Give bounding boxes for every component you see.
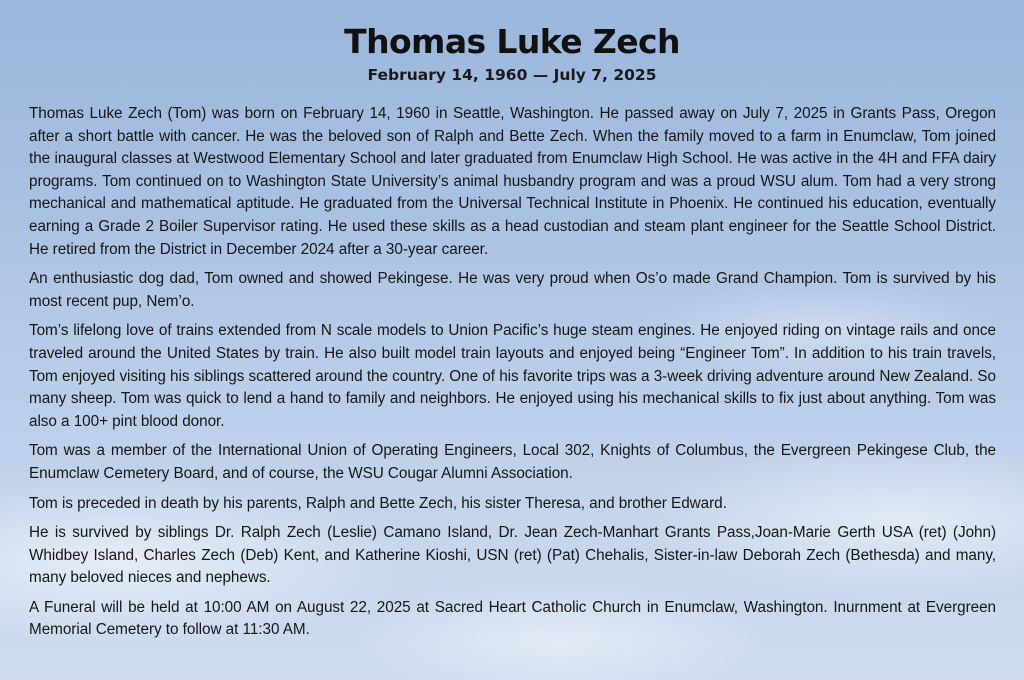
deceased-name: Thomas Luke Zech: [344, 22, 680, 61]
life-dates: February 14, 1960 — July 7, 2025: [367, 66, 657, 84]
obituary-header: [0, 0, 1024, 86]
obituary-body: [29, 103, 996, 649]
paragraph-biography: Thomas Luke Zech (Tom) was born on February 14, 1960 in Seattle, Washington. He passed away on July 7, 2025 in Grants Pass, Oregon after a short battle with cancer. He was the beloved son of Ralph and Bette Zech. When the family moved to a farm in Enumclaw, Tom joined the inaugural classes at Westwood Elementary School and later graduated from Enumclaw High School. He was active in the 4H and FFA dairy programs. Tom continued on to Washington State University’s animal husbandry program and was a proud WSU alum. Tom had a very strong mechanical and mathematical aptitude. He graduated from the Universal Technical Institute in Phoenix. He continued his education, eventually earning a Grade 2 Boiler Supervisor rating. He used these skills as a head custodian and steam plant engineer for the Seattle School District. He retired from the District in December 2024 after a 30-year career.: [29, 105, 996, 258]
paragraph-preceded: Tom is preceded in death by his parents, Ralph and Bette Zech, his sister Theresa, and brother Edward.: [29, 494, 727, 512]
paragraph-services: A Funeral will be held at 10:00 AM on August 22, 2025 at Sacred Heart Catholic Church in Enumclaw, Washington. Inurnment at Evergreen Memorial Cemetery to follow at 11:30 AM.: [29, 598, 996, 639]
paragraph-memberships: Tom was a member of the International Union of Operating Engineers, Local 302, Knights of Columbus, the Evergreen Pekingese Club, the Enumclaw Cemetery Board, and of course, the WSU Cougar Alumni Association.: [29, 442, 996, 482]
paragraph-survivors: He is survived by siblings Dr. Ralph Zech (Leslie) Camano Island, Dr. Jean Zech-Manhart Grants Pass,Joan-Marie Gerth USA (ret) (John) Whidbey Island, Charles Zech (Deb) Kent, and Katherine Kioshi, USN (ret) (Pat) Chehalis, Sister-in-law Deborah Zech (Bethesda) and many, many beloved nieces and nephews.: [29, 524, 996, 587]
paragraph-dogs: An enthusiastic dog dad, Tom owned and showed Pekingese. He was very proud when Os’o made Grand Champion. Tom is survived by his most recent pup, Nem’o.: [29, 270, 996, 310]
paragraph-trains: Tom’s lifelong love of trains extended from N scale models to Union Pacific’s huge steam engines. He enjoyed riding on vintage rails and once traveled around the United States by train. He also built model train layouts and enjoyed being “Engineer Tom”. In addition to his train travels, Tom enjoyed visiting his siblings scattered around the country. One of his favorite trips was a 3-week driving adventure around New Zealand. So many sheep. Tom was quick to lend a hand to family and neighbors. He enjoyed using his mechanical skills to fix just about anything. Tom was also a 100+ pint blood donor.: [29, 322, 996, 430]
